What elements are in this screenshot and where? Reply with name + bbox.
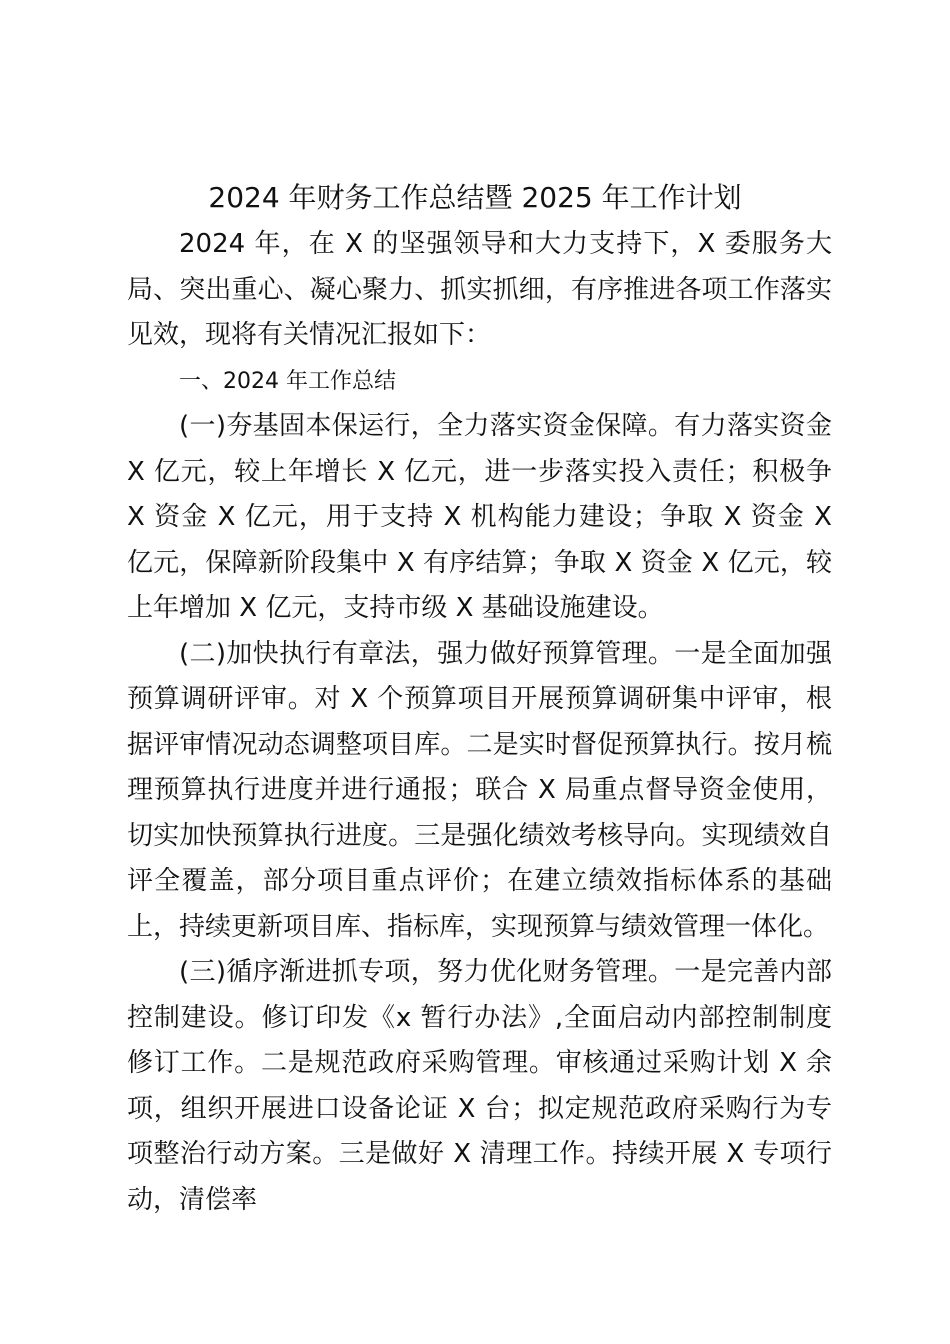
intro-paragraph: 2024 年，在 X 的坚强领导和大力支持下，X 委服务大局、突出重心、凝心聚力、抓实抓细，有序推进各项工作落实见效，现将有关情况汇报如下： <box>127 229 832 350</box>
document-body <box>127 222 832 1223</box>
paragraph-budget: (二)加快执行有章法，强力做好预算管理。一是全面加强预算调研评审。对 X 个预算项目开展预算调研集中评审，根据评审情况动态调整项目库。二是实时督促预算执行。按月梳理预算执行进度并进行通报；联合 X 局重点督导资金使用，切实加快预算执行进度。三是强化绩效考核导向。实现绩效自评全覆盖，部分项目重点评价；在建立绩效指标体系的基础上，持续更新项目库、指标库，实现预算与绩效管理一体化。 <box>127 638 832 942</box>
section-heading: 一、2024 年工作总结 <box>179 368 396 394</box>
document-title: 2024 年财务工作总结暨 2025 年工作计划 <box>208 181 742 214</box>
paragraph-finance: (三)循序渐进抓专项，努力优化财务管理。一是完善内部控制建设。修订印发《x 暂行办法》,全面启动内部控制制度修订工作。二是规范政府采购管理。审核通过采购计划 X 余项，组织开展进口设备论证 X 台；拟定规范政府采购行为专项整治行动方案。三是做好 X 清理工作。持续开展 X 专项行动，清偿率 <box>127 957 832 1215</box>
paragraph-funding: (一)夯基固本保运行，全力落实资金保障。有力落实资金 X 亿元，较上年增长 X 亿元，进一步落实投入责任；积极争 X 资金 X 亿元，用于支持 X 机构能力建设；争取 X 资金 X 亿元，保障新阶段集中 X 有序结算；争取 X 资金 X 亿元，较上年增加 X 亿元，支持市级 X 基础设施建设。 <box>127 411 832 623</box>
